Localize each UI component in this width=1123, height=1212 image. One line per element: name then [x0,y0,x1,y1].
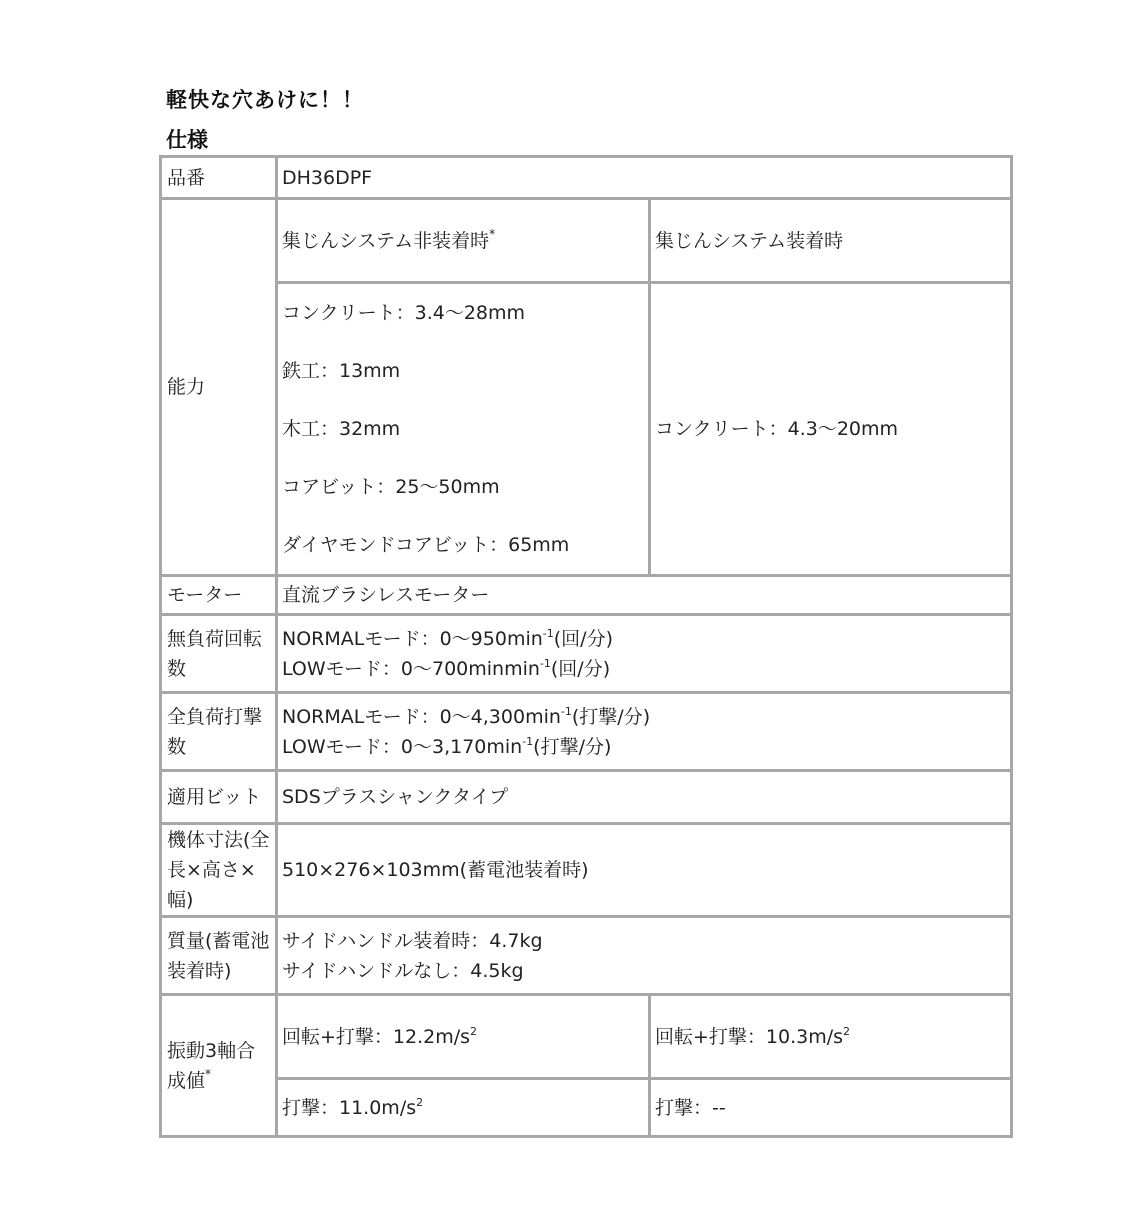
note-mark: * [205,1066,212,1081]
label-capacity: 能力 [161,199,277,576]
exponent: -1 [560,704,572,718]
table-row-vibration-rot [161,995,1012,1079]
label-vibration [161,995,277,1137]
impact-low-text: LOWモード：0〜3,170min [282,735,523,758]
exponent: -1 [522,734,534,748]
table-row-vibration-impact [161,1079,1012,1137]
capacity-without-values [277,283,650,576]
label-dimensions: 機体寸法(全長×高さ×幅) [161,824,277,917]
table-row-capacity-values [161,283,1012,576]
capacity-col-without-text: 集じんシステム非装着時 [282,229,490,252]
label-bit: 適用ビット [161,771,277,824]
capacity-col-with: 集じんシステム装着時 [650,199,1012,283]
exponent: -1 [539,656,551,670]
no-load-low-text: LOWモード：0〜700minmin [282,657,540,680]
vibration-rot-impact-without [277,995,650,1079]
spec-table [159,155,1013,1138]
exponent: -1 [542,626,554,640]
no-load-normal-text: NORMALモード：0〜950min [282,627,543,650]
capacity-item: コアビット：25〜50mm [282,476,500,498]
vibration-value: 回転+打撃：10.3m/s [655,1025,844,1048]
vibration-value: 打撃：11.0m/s [282,1096,417,1119]
label-model: 品番 [161,157,277,199]
value-model: DH36DPF [277,157,1012,199]
no-load-low [282,654,1006,684]
vibration-impact-without [277,1079,650,1137]
value-no-load-speed [277,615,1012,693]
section-title: 仕様 [166,128,208,152]
value-dimensions: 510×276×103mm(蓄電池装着時) [277,824,1012,917]
vibration-value: 回転+打撃：12.2m/s [282,1025,471,1048]
table-row-dimensions [161,824,1012,917]
value-weight [277,917,1012,995]
capacity-col-without [277,199,650,283]
label-no-load-speed: 無負荷回転数 [161,615,277,693]
vibration-impact-with: 打撃：-- [650,1079,1012,1137]
exponent: 2 [470,1024,478,1038]
capacity-with-values: コンクリート：4.3〜20mm [650,283,1012,576]
headline: 軽快な穴あけに！！ [166,88,364,112]
vibration-rot-impact-with [650,995,1012,1079]
value-bit: SDSプラスシャンクタイプ [277,771,1012,824]
exponent: 2 [416,1095,424,1109]
value-full-load-impact [277,693,1012,771]
weight-without-handle: サイドハンドルなし：4.5kg [282,959,524,982]
impact-normal-unit: (打撃/分) [571,705,651,728]
impact-low [282,732,1006,762]
value-motor: 直流ブラシレスモーター [277,576,1012,615]
impact-normal-text: NORMALモード：0〜4,300min [282,705,561,728]
table-row-bit [161,771,1012,824]
table-row-full-load-impact [161,693,1012,771]
no-load-normal-unit: (回/分) [553,627,613,650]
table-row-motor [161,576,1012,615]
table-row-no-load-speed [161,615,1012,693]
table-row-weight [161,917,1012,995]
no-load-low-unit: (回/分) [550,657,611,680]
note-mark: * [489,226,496,241]
table-row-capacity-header [161,199,1012,283]
label-vibration-text: 振動3軸合成値 [167,1039,256,1092]
capacity-item: 鉄工：13mm [282,360,401,382]
weight-with-handle: サイドハンドル装着時：4.7kg [282,929,543,952]
label-weight: 質量(蓄電池装着時) [161,917,277,995]
impact-normal [282,702,1006,732]
capacity-item: コンクリート：3.4〜28mm [282,302,526,324]
capacity-item: 木工：32mm [282,418,401,440]
table-row-model [161,157,1012,199]
no-load-normal [282,624,1006,654]
exponent: 2 [843,1024,851,1038]
impact-low-unit: (打撃/分) [533,735,612,758]
label-full-load-impact: 全負荷打撃数 [161,693,277,771]
label-motor: モーター [161,576,277,615]
capacity-item: ダイヤモンドコアビット：65mm [282,534,570,556]
